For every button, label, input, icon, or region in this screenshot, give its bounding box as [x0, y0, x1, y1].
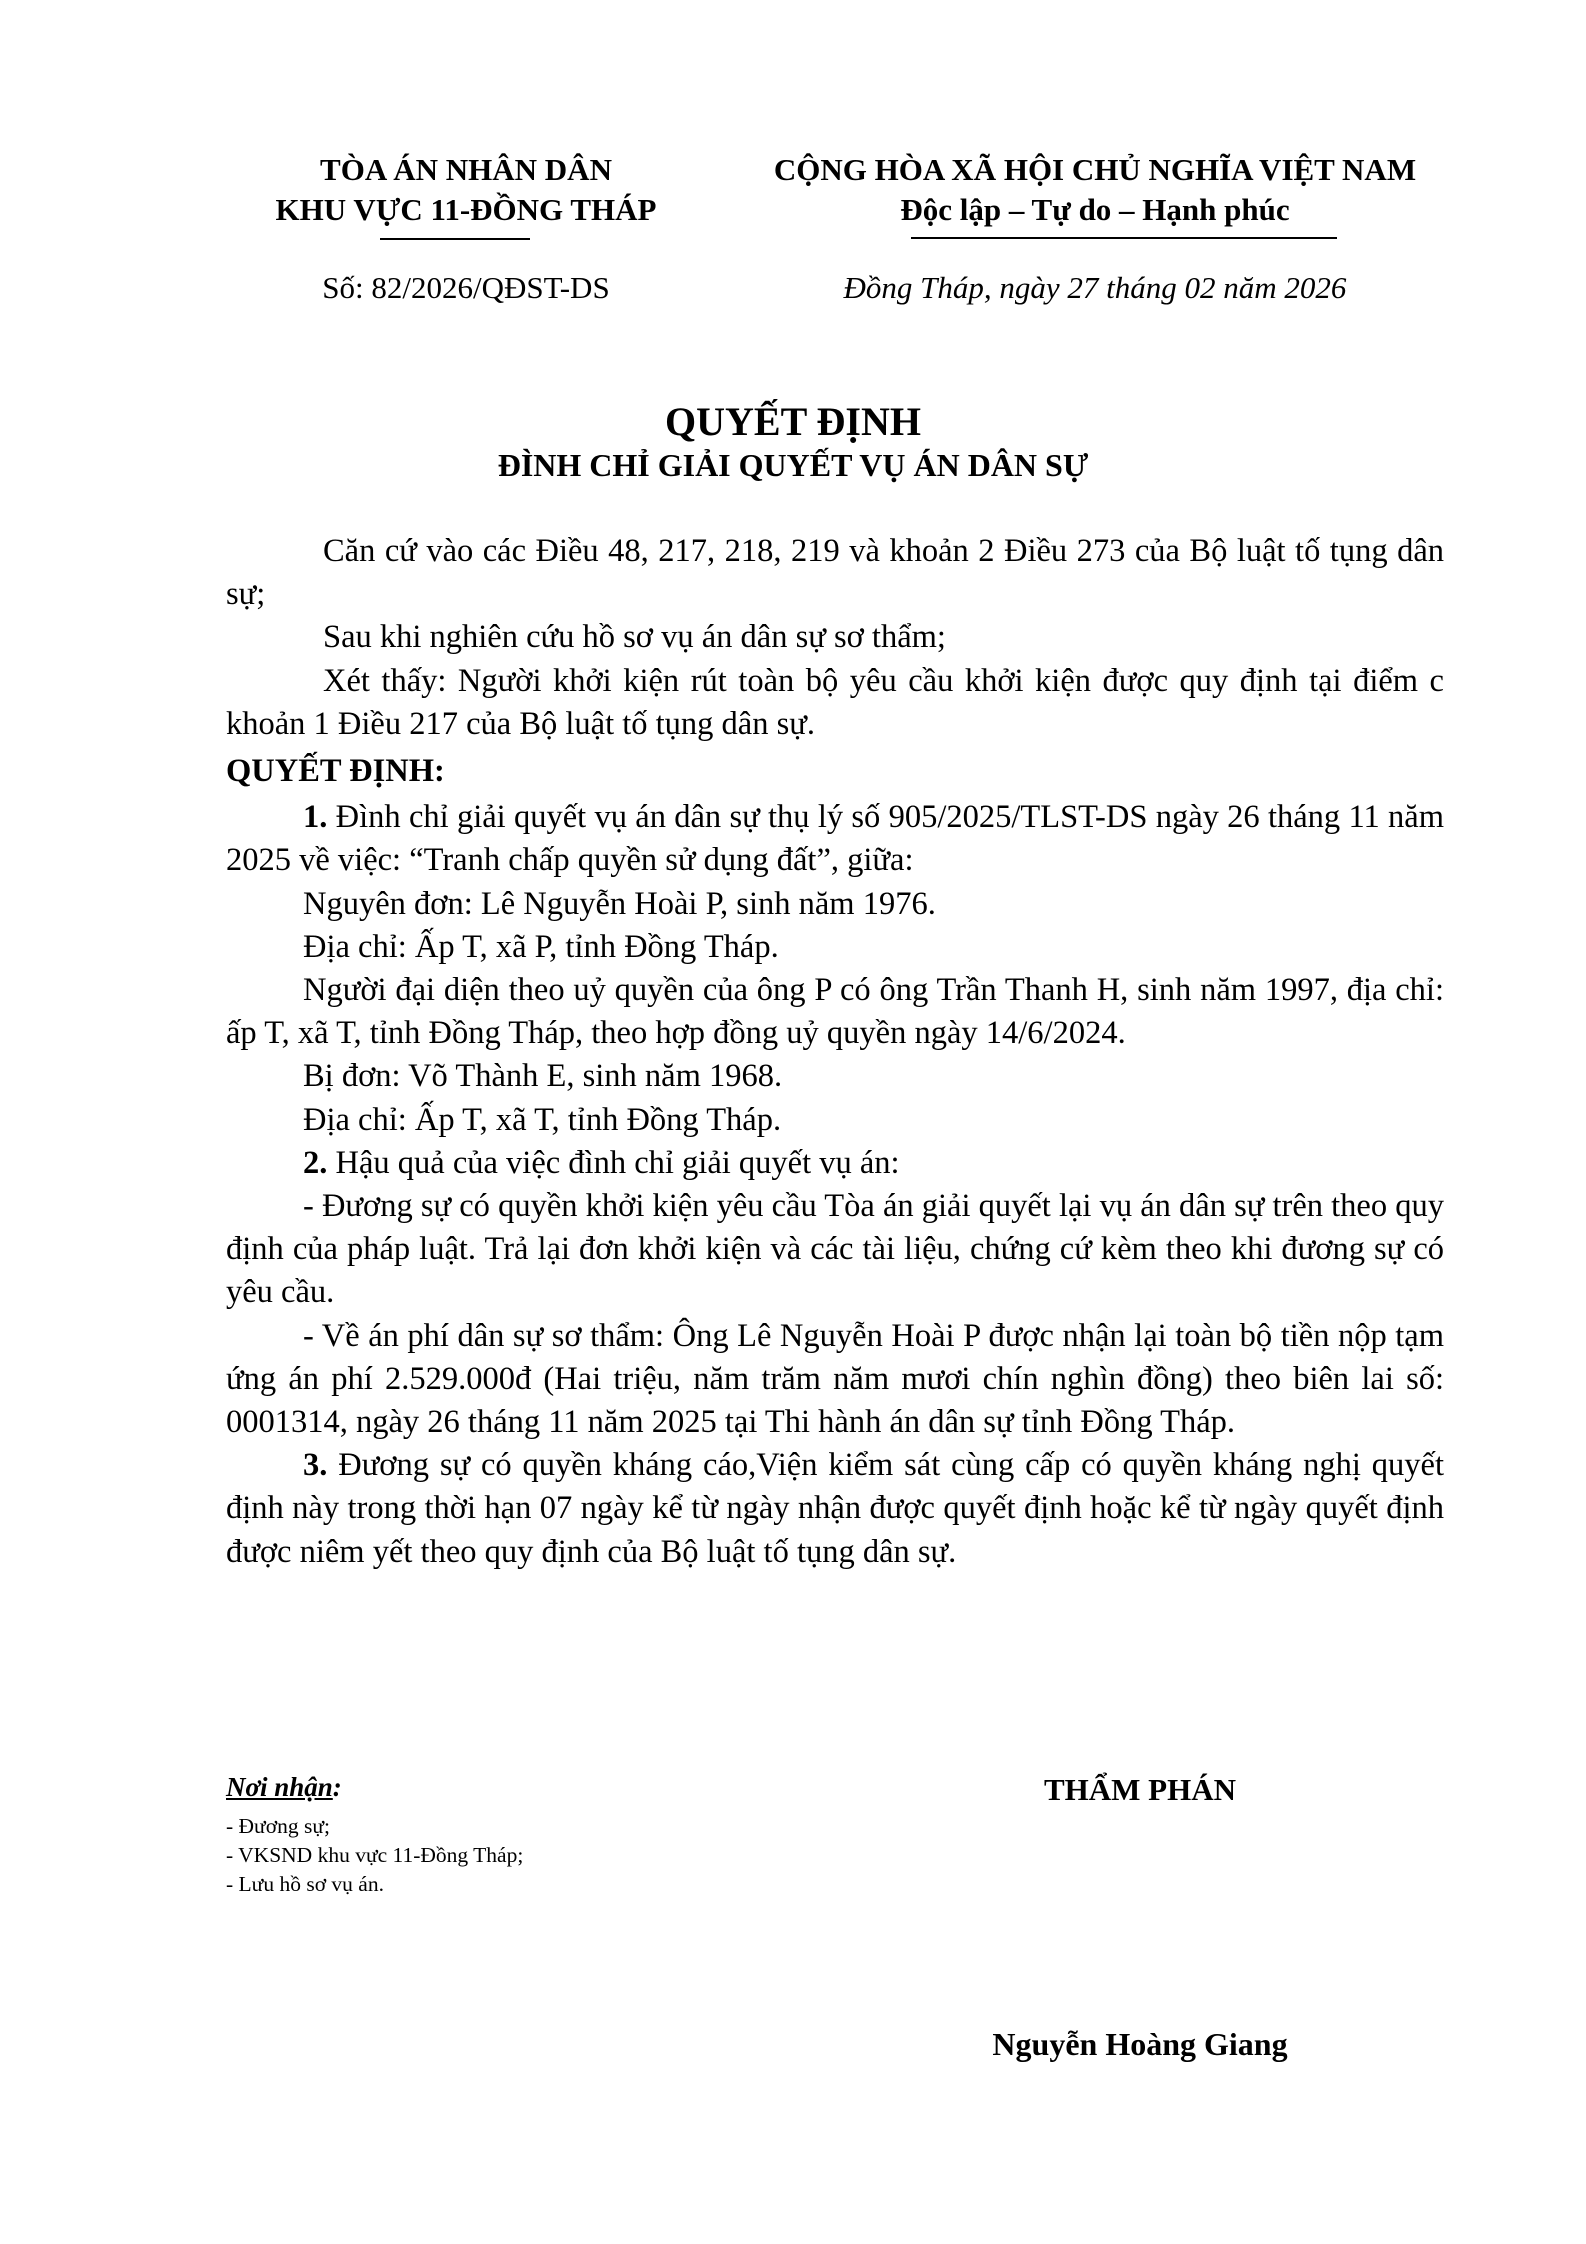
- national-motto-underline: [911, 237, 1337, 239]
- decision-heading: QUYẾT ĐỊNH:: [226, 753, 445, 790]
- document-subtitle: ĐÌNH CHỈ GIẢI QUYẾT VỤ ÁN DÂN SỰ: [497, 447, 1089, 483]
- item-3-number: 3.: [303, 1447, 328, 1484]
- preamble-review: Sau khi nghiên cứu hồ sơ vụ án dân sự sơ thẩm;: [323, 619, 946, 656]
- representative: Người đại diện theo uỷ quyền của ông P có ông Trần Thanh H, sinh năm 1997, địa chỉ: ấp T, xã T, tỉnh Đồng Tháp, theo hợp đồng uỷ quyền ngày 14/6/2024.: [226, 972, 1444, 1052]
- signer-name: Nguyễn Hoàng Giang: [992, 2026, 1288, 2062]
- court-name-block: [226, 150, 706, 230]
- national-motto-block: [730, 150, 1460, 230]
- plaintiff-address: Địa chỉ: Ấp T, xã P, tỉnh Đồng Tháp.: [303, 928, 779, 965]
- recipient-item: - Đương sự;: [226, 1814, 330, 1838]
- item-2-consequence-refile: - Đương sự có quyền khởi kiện yêu cầu Tòa án giải quyết lại vụ án dân sự trên theo quy định của pháp luật. Trả lại đơn khởi kiện và các tài liệu, chứng cứ kèm theo khi đương sự có yêu cầu.: [226, 1188, 1444, 1311]
- national-motto: Độc lập – Tự do – Hạnh phúc: [900, 192, 1290, 227]
- defendant-address: Địa chỉ: Ấp T, xã T, tỉnh Đồng Tháp.: [303, 1101, 782, 1138]
- document-number: Số: 82/2026/QĐST-DS: [322, 270, 610, 305]
- plaintiff: Nguyên đơn: Lê Nguyễn Hoài P, sinh năm 1976.: [303, 885, 936, 922]
- nation-name: CỘNG HÒA XÃ HỘI CHỦ NGHĨA VIỆT NAM: [773, 152, 1417, 187]
- decision-item-3: [226, 1444, 1444, 1574]
- item-2-consequence-court-fee: - Về án phí dân sự sơ thẩm: Ông Lê Nguyễn Hoài P được nhận lại toàn bộ tiền nộp tạm ứng án phí 2.529.000đ (Hai triệu, năm trăm năm mươi chín nghìn đồng) theo biên lai số: 0001314, ngày 26 tháng 11 năm 2025 tại Thi hành án dân sự tỉnh Đồng Tháp.: [226, 1317, 1444, 1441]
- item-2-number: 2.: [303, 1144, 328, 1181]
- recipients-label: [226, 1772, 342, 1803]
- recipients-label-colon: :: [332, 1772, 342, 1802]
- recipient-item: - Lưu hồ sơ vụ án.: [226, 1872, 384, 1896]
- preamble-finding: Xét thấy: Người khởi kiện rút toàn bộ yêu cầu khởi kiện được quy định tại điểm c khoản 1 Điều 217 của Bộ luật tố tụng dân sự.: [226, 662, 1444, 742]
- item-2-text: Hậu quả của việc đình chỉ giải quyết vụ án:: [327, 1144, 900, 1181]
- recipients-label-text: Nơi nhận: [226, 1772, 333, 1802]
- item-1-number: 1.: [303, 799, 328, 836]
- decision-item-1: [226, 796, 1444, 882]
- item-1-text: Đình chỉ giải quyết vụ án dân sự thụ lý số 905/2025/TLST-DS ngày 26 tháng 11 năm 2025 về việc: “Tranh chấp quyền sử dụng đất”, giữa:: [226, 799, 1444, 879]
- court-name-underline: [380, 238, 530, 240]
- preamble-legal-basis: Căn cứ vào các Điều 48, 217, 218, 219 và khoản 2 Điều 273 của Bộ luật tố tụng dân sự;: [226, 533, 1444, 613]
- recipients-list: [226, 1812, 726, 1899]
- court-name-line2: KHU VỰC 11-ĐỒNG THÁP: [275, 192, 657, 227]
- defendant: Bị đơn: Võ Thành E, sinh năm 1968.: [303, 1058, 783, 1095]
- document-body: [226, 530, 1444, 1574]
- signer-title: THẨM PHÁN: [1043, 1772, 1236, 1807]
- decision-item-2: [226, 1142, 1444, 1185]
- item-3-text: Đương sự có quyền kháng cáo,Viện kiểm sát cùng cấp có quyền kháng nghị quyết định này trong thời hạn 07 ngày kể từ ngày nhận được quyết định hoặc kể từ ngày quyết định được niêm yết theo quy định của Bộ luật tố tụng dân sự.: [226, 1447, 1444, 1570]
- place-and-date: Đồng Tháp, ngày 27 tháng 02 năm 2026: [843, 270, 1347, 305]
- recipient-item: - VKSND khu vực 11-Đồng Tháp;: [226, 1843, 524, 1867]
- court-name-line1: TÒA ÁN NHÂN DÂN: [320, 152, 612, 187]
- document-title: QUYẾT ĐỊNH: [665, 399, 921, 444]
